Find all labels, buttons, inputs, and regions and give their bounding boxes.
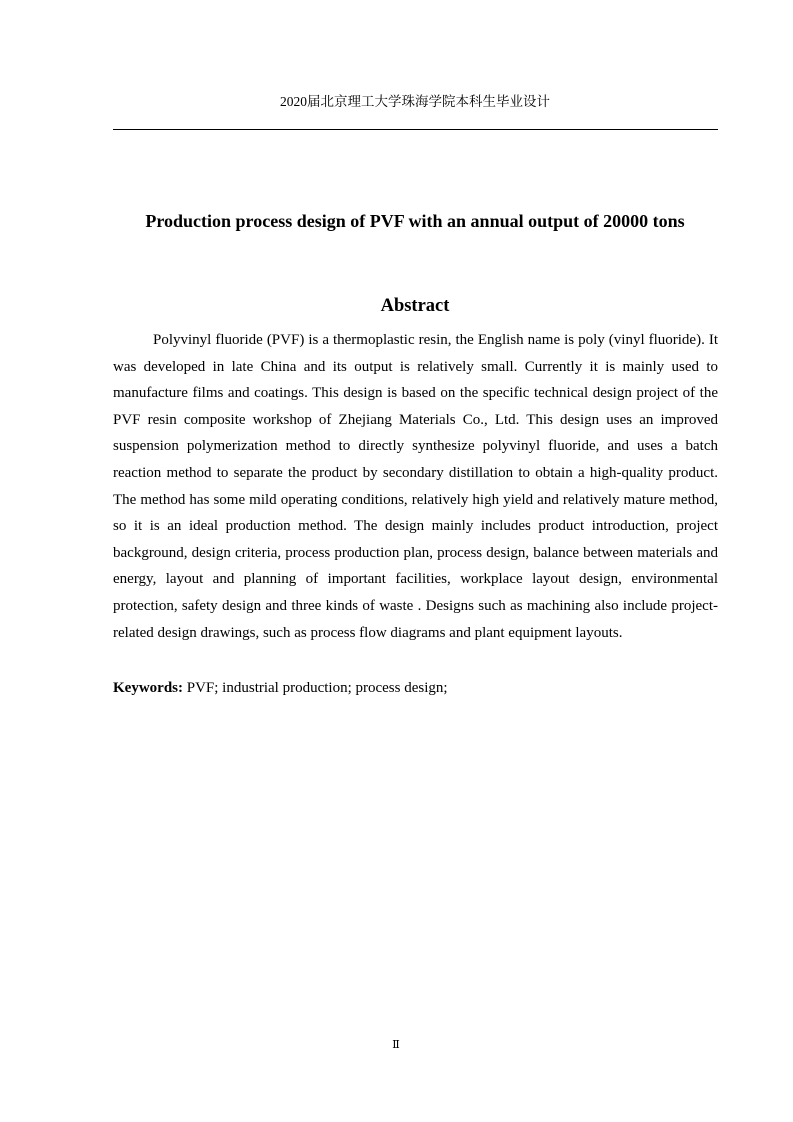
- thesis-title: Production process design of PVF with an annual output of 20000 tons: [145, 211, 685, 231]
- keywords-line: [113, 675, 718, 701]
- abstract-body: Polyvinyl fluoride (PVF) is a thermoplastic resin, the English name is poly (vinyl fluoride). It was developed in late China and its output is relatively small. Currently it is mainly used to manufacture films and coatings. This design is based on the specific technical design project of the PVF resin composite workshop of Zhejiang Materials Co., Ltd. This design uses an improved suspension polymerization method to directly synthesize polyvinyl fluoride, and uses a batch reaction method to separate the product by secondary distillation to obtain a high-quality product. The method has some mild operating conditions, relatively high yield and relatively mature method, so it is an ideal production method. The design mainly includes product introduction, project background, design criteria, process production plan, process design, balance between materials and energy, layout and planning of important facilities, workplace layout design, environmental protection, safety design and three kinds of waste . Designs such as machining also include project-related design drawings, such as process flow diagrams and plant equipment layouts.: [113, 332, 718, 641]
- page-number: Ⅱ: [392, 1039, 400, 1051]
- header-divider: [113, 129, 718, 130]
- running-header: 2020届北京理工大学珠海学院本科生毕业设计: [280, 94, 550, 109]
- keywords-label: Keywords:: [113, 680, 183, 696]
- abstract-heading: Abstract: [380, 296, 450, 316]
- keywords-value: PVF; industrial production; process design;: [186, 680, 448, 696]
